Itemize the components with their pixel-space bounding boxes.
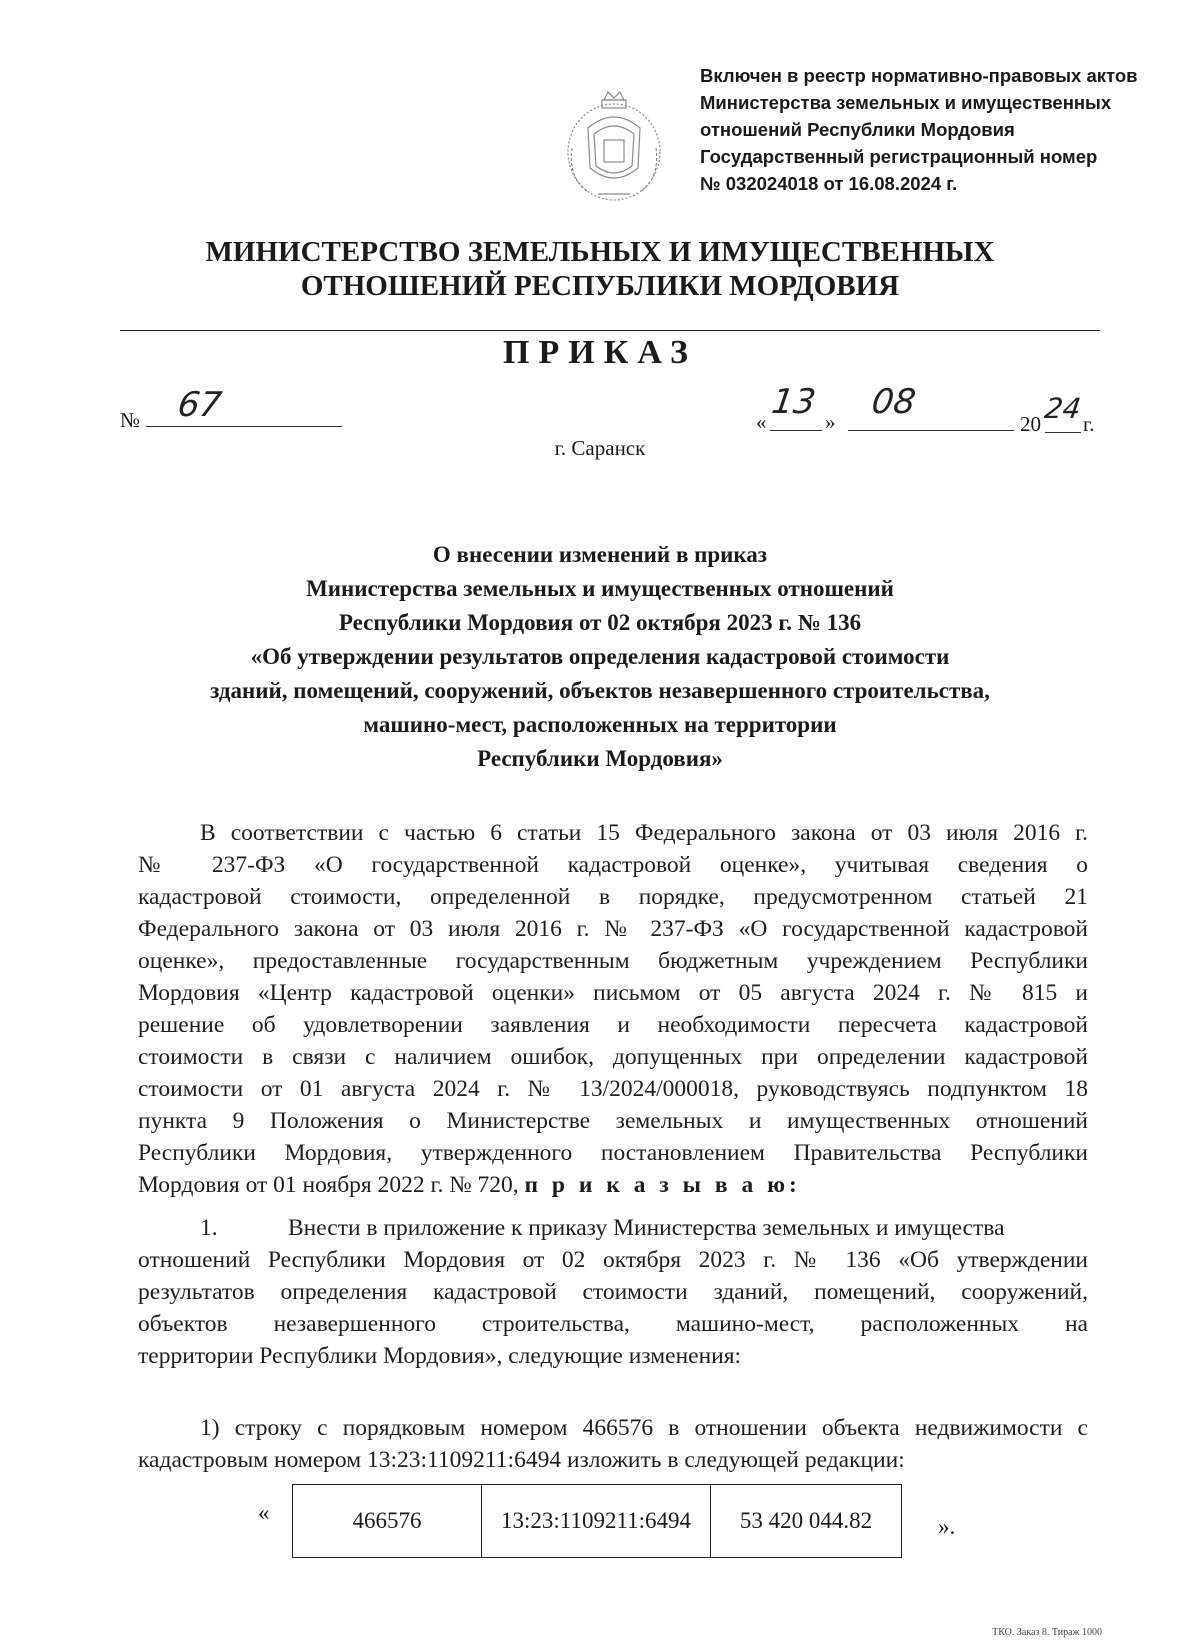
subject-line: О внесении изменений в приказ: [432, 542, 768, 567]
date-year-handwritten: 24: [1042, 392, 1083, 425]
preamble-line: Федерального закона от 03 июля 2016 г. № 237-ФЗ «О государственной кадастровой: [138, 916, 1088, 942]
table-close-quote: ».: [938, 1514, 956, 1539]
preamble-line: Мордовия «Центр кадастровой оценки» письмом от 05 августа 2024 г. № 815 и: [138, 980, 1088, 1006]
preamble-line: решение об удовлетворении заявления и необходимости пересчета кадастровой: [138, 1012, 1088, 1038]
ministry-title-line: МИНИСТЕРСТВО ЗЕМЕЛЬНЫХ И ИМУЩЕСТВЕННЫХ: [205, 236, 995, 268]
subject-line: Министерства земельных и имущественных отношений: [306, 576, 894, 601]
preamble-line: № 237-ФЗ «О государственной кадастровой оценке», учитывая сведения о: [138, 852, 1088, 878]
subject-line: зданий, помещений, сооружений, объектов незавершенного строительства,: [210, 678, 990, 703]
registry-stamp-line: № 032024018 от 16.08.2024 г.: [700, 173, 958, 194]
order-word: п р и к а з ы в а ю:: [524, 1172, 801, 1198]
preamble: [138, 817, 1088, 1201]
preamble-line: стоимости в связи с наличием ошибок, допущенных при определении кадастровой: [138, 1044, 1088, 1070]
registry-stamp-line: Включен в реестр нормативно-правовых актов: [700, 65, 1138, 86]
preamble-line: В соответствии с частью 6 статьи 15 Федерального закона от 03 июля 2016 г.: [200, 820, 1088, 846]
date-year-prefix: 20: [1020, 412, 1041, 436]
registry-stamp-line: Государственный регистрационный номер: [700, 146, 1098, 167]
city-label: г. Саранск: [554, 436, 646, 460]
item-line: объектов незавершенного строительства, машино-мест, расположенных на: [138, 1311, 1088, 1337]
subitem-last-line: кадастровым номером 13:23:1109211:6494 изложить в следующей редакции:: [138, 1447, 905, 1473]
subitem-line: 1) строку с порядковым номером 466576 в отношении объекта недвижимости с: [200, 1415, 1088, 1441]
registry-stamp-line: отношений Республики Мордовия: [700, 119, 1015, 140]
ministry-title-line: ОТНОШЕНИЙ РЕСПУБЛИКИ МОРДОВИЯ: [300, 270, 900, 302]
preamble-line: оценке», предоставленные государственным бюджетным учреждением Республики: [138, 948, 1088, 974]
preamble-line: кадастровой стоимости, определенной в порядке, предусмотренном статьей 21: [138, 884, 1088, 910]
item-line: отношений Республики Мордовия от 02 октября 2023 г. № 136 «Об утверждении: [138, 1247, 1088, 1273]
preamble-line: пункта 9 Положения о Министерстве земельных и имущественных отношений: [138, 1108, 1088, 1134]
date-day-underline: [770, 430, 822, 431]
subject-line: машино-мест, расположенных на территории: [363, 712, 837, 737]
item-number: 1.: [200, 1215, 218, 1241]
header-divider: [120, 330, 1100, 331]
date-month-handwritten: 08: [869, 382, 919, 422]
date-month-underline: [848, 430, 1014, 431]
order-item-1: [138, 1212, 1088, 1372]
order-subject: [100, 538, 1100, 776]
item-last-line: территории Республики Мордовия», следующие изменения:: [138, 1343, 742, 1369]
coat-of-arms-icon: [558, 88, 670, 208]
date-year-end: г.: [1083, 412, 1095, 436]
table-row: [293, 1485, 902, 1558]
preamble-line: Республики Мордовия, утвержденного постановлением Правительства Республики: [138, 1140, 1088, 1166]
document-type-title: ПРИКАЗ: [503, 334, 697, 371]
preamble-last-line: [138, 1169, 1088, 1201]
registry-stamp-line: Министерства земельных и имущественных: [700, 92, 1112, 113]
date-year-underline: [1045, 432, 1081, 433]
cadastral-table: [292, 1484, 902, 1558]
date-quote-close: »: [825, 410, 836, 434]
serial-number-cell: 466576: [293, 1485, 482, 1558]
item-line: результатов определения кадастровой стоимости зданий, помещений, сооружений,: [138, 1279, 1088, 1305]
item-first-line: [138, 1212, 1088, 1244]
preamble-line: стоимости от 01 августа 2024 г. № 13/2024/000018, руководствуясь подпунктом 18: [138, 1076, 1088, 1102]
cadastral-number-cell: 13:23:1109211:6494: [482, 1485, 711, 1558]
date-quote-open: «: [756, 410, 767, 434]
preamble-last-text: Мордовия от 01 ноября 2022 г. № 720,: [138, 1172, 519, 1198]
registry-stamp: [700, 62, 1150, 197]
subject-line: «Об утверждении результатов определения кадастровой стоимости: [250, 644, 950, 669]
print-footer: ТКО. Заказ 8. Тираж 1000: [992, 1627, 1102, 1638]
subject-line: Республики Мордовия от 02 октября 2023 г. № 136: [338, 610, 862, 635]
order-number-underline: [146, 426, 342, 427]
ministry-header: [0, 235, 1200, 303]
order-number-handwritten: 67: [175, 385, 225, 425]
order-number-label: №: [120, 408, 141, 432]
subject-line: Республики Мордовия»: [477, 746, 723, 771]
cadastral-value-cell: 53 420 044.82: [711, 1485, 902, 1558]
table-open-quote: «: [258, 1500, 270, 1525]
item-first-text: Внести в приложение к приказу Министерства земельных и имущества: [288, 1215, 1005, 1241]
order-subitem-1: [138, 1412, 1088, 1476]
date-day-handwritten: 13: [769, 382, 819, 422]
